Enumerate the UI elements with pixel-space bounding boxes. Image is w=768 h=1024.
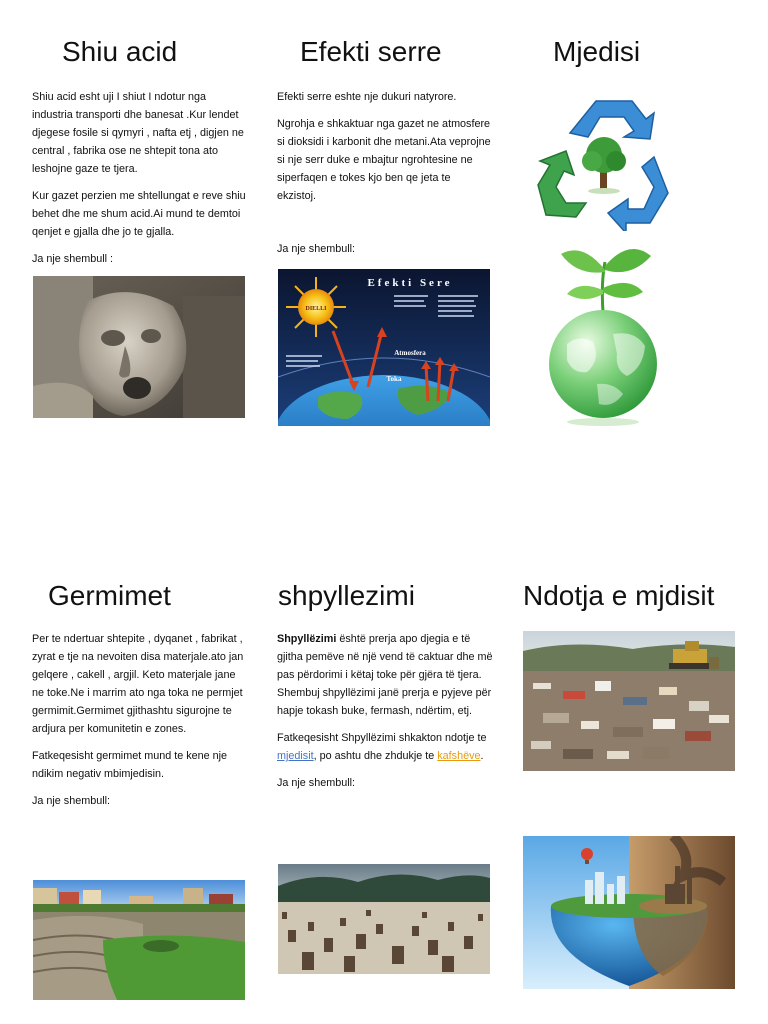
deforestation-definition: është prerja apo djegia e të gjitha pemëve në një vend të caktuar dhe më pas përdorimi i këtaj toke për gjëra të tjera. Shembuj shpyllëzimi janë prerja e pyjeve për hapje tokash buke, fermash, ndërtim, etj. bbox=[277, 633, 493, 717]
deforestation-term: Shpyllëzimi bbox=[277, 633, 337, 645]
environment-title: Mjedisi bbox=[553, 36, 641, 67]
recycle-tree-image bbox=[536, 95, 672, 231]
tree-icon bbox=[582, 137, 626, 194]
deforestation-title: shpyllezimi bbox=[278, 580, 415, 611]
infographic-earth-label: Toka bbox=[386, 375, 402, 383]
deforestation-para2-start: Fatkeqesisht Shpyllëzimi shkakton ndotje te bbox=[277, 732, 487, 744]
greenhouse-text bbox=[277, 88, 492, 214]
deforestation-example-label: Ja nje shembull: bbox=[277, 777, 356, 789]
greenhouse-paragraph-2: Ngrohja e shkaktuar nga gazet ne atmosfere si dioksidi i karbonit dhe metani.Ata veprojne si nje serr duke e mbajtur ngrohtesine ne siperfaqen e tokes kjo ben qe jeta te ekzistoj. bbox=[277, 118, 491, 202]
acid-rain-paragraph-2: Kur gazet perzien me shtellungat e reve shiu behet dhe me shum acid.Ai mund te demtoi qenjet e gjalla dhe jo te gjalla. bbox=[32, 190, 246, 238]
greenhouse-title: Efekti serre bbox=[300, 36, 442, 67]
excavation-example-label: Ja nje shembull: bbox=[32, 795, 111, 807]
infographic-heading: Efekti Sere bbox=[367, 277, 453, 289]
pollution-title: Ndotja e mjdisit bbox=[523, 580, 715, 611]
environment-link[interactable]: mjedisit bbox=[277, 750, 314, 762]
acid-rain-example-label: Ja nje shembull : bbox=[32, 253, 114, 265]
split-earth-pollution-image bbox=[523, 836, 735, 989]
deforestation-stumps-image bbox=[278, 864, 490, 974]
globe-icon bbox=[549, 310, 657, 426]
animals-link[interactable]: kafshëve bbox=[437, 750, 481, 762]
acid-rain-text bbox=[32, 88, 247, 277]
greenhouse-infographic bbox=[278, 269, 490, 426]
deforestation-text bbox=[277, 630, 495, 801]
infographic-atmosphere-label: Atmosfera bbox=[394, 349, 426, 357]
deforestation-para2-mid: , po ashtu dhe zhdukje te bbox=[313, 750, 438, 762]
acid-rain-paragraph-1: Shiu acid esht uji I shiut I ndotur nga industria transporti dhe banesat .Kur lendet djegese fosile si qymyri , nafta etj , digjen ne central , fabrika ose ne shtepit tona ato leshojne gaze te tjera. bbox=[32, 91, 244, 175]
excavation-title: Germimet bbox=[48, 580, 171, 611]
infographic-sun-label: DIELLI bbox=[305, 306, 327, 312]
excavation-amphitheatre-image bbox=[33, 880, 245, 1000]
acid-rain-title: Shiu acid bbox=[62, 36, 178, 67]
excavation-paragraph-2: Fatkeqesisht germimet mund te kene nje ndikim negativ mbimjedisin. bbox=[32, 750, 228, 780]
greenhouse-paragraph-1: Efekti serre eshte nje dukuri natyrore. bbox=[277, 91, 457, 103]
sprout-icon bbox=[561, 249, 651, 312]
acid-rain-statue-image bbox=[33, 276, 245, 418]
deforestation-paragraph-1 bbox=[277, 630, 495, 720]
greenhouse-example-label: Ja nje shembull: bbox=[277, 243, 356, 255]
green-globe-sprout-image bbox=[543, 242, 663, 427]
excavation-text bbox=[32, 630, 250, 819]
deforestation-paragraph-2 bbox=[277, 729, 495, 765]
landfill-image bbox=[523, 631, 735, 771]
excavation-paragraph-1: Per te ndertuar shtepite , dyqanet , fabrikat , zyrat e tje na nevoiten disa materjale.ato jan gelqere , cakell , argjil. Keto materjale jane ne toke.Ne i marrim ato nga toka ne permjet germimit.Germimet gjithashtu sigurojne te ardjura per komunitetin e zones. bbox=[32, 633, 244, 735]
deforestation-para2-end: . bbox=[480, 750, 484, 762]
